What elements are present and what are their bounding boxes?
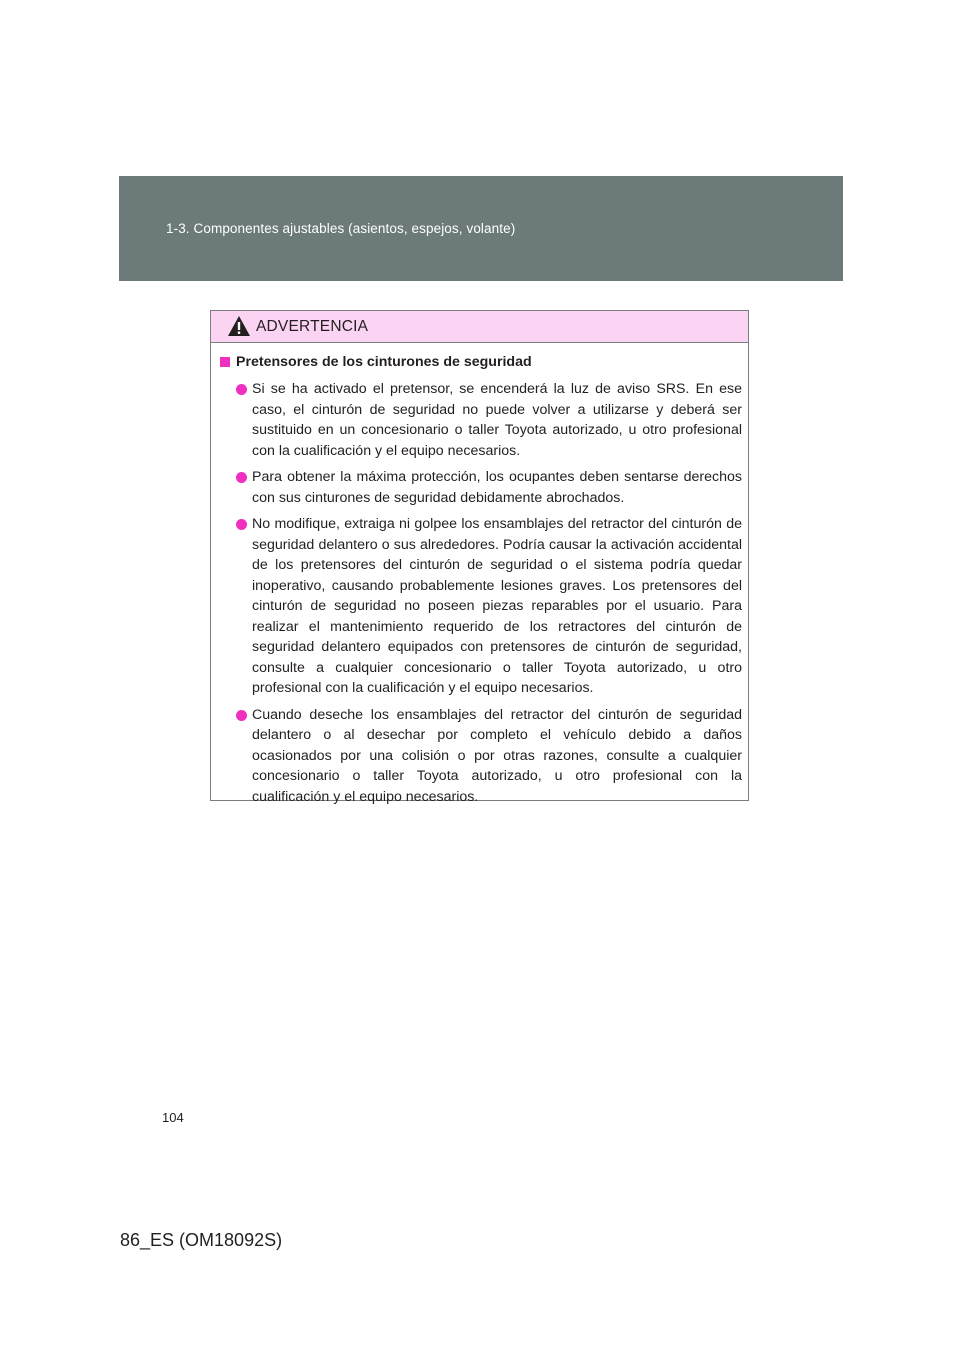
square-bullet-icon <box>220 357 230 367</box>
warning-item-text: Si se ha activado el pretensor, se encenderá la luz de aviso SRS. En ese caso, el cinturón de seguridad no puede volver a utilizarse y deberá ser sustituido en un concesionario o taller Toyota autorizado, u otro profesional con la cualificación y el equipo necesarios. <box>252 381 742 459</box>
warning-header <box>211 311 748 343</box>
warning-title: ADVERTENCIA <box>256 318 369 335</box>
page-number: 104 <box>162 1110 184 1125</box>
warning-item-text: Cuando deseche los ensamblajes del retractor del cinturón de seguridad delantero o al desechar por completo el vehículo debido a daños ocasionados por una colisión o por otras razones, consulte a cualquier concesionario o taller Toyota autorizado, u otro profesional con la cualificación y el equipo necesarios. <box>252 706 742 805</box>
warning-item <box>220 514 742 699</box>
section-header-band <box>119 176 843 281</box>
warning-triangle-icon <box>227 315 251 337</box>
document-code: 86_ES (OM18092S) <box>120 1230 283 1250</box>
warning-item-text: No modifique, extraiga ni golpee los ensamblajes del retractor del cinturón de seguridad delantero o sus alrededores. Podría causar la activación accidental de los pretensores del cinturón de seguridad o el sistema podría quedar inoperativo, causando probablemente lesiones graves. Los pretensores del cinturón de seguridad no poseen piezas reparables por el usuario. Para realizar el mantenimiento requerido de los retractores del cinturón de seguridad delantero equipados con pretensores de cinturón de seguridad, consulte a cualquier concesionario o taller Toyota autorizado, u otro profesional con la cualificación y el equipo necesarios. <box>252 516 742 696</box>
warning-item <box>220 467 742 508</box>
warning-body <box>211 343 748 807</box>
warning-subheading-text: Pretensores de los cinturones de seguridad <box>236 354 532 370</box>
warning-subheading <box>220 352 742 372</box>
round-bullet-icon <box>236 384 247 395</box>
round-bullet-icon <box>236 710 247 721</box>
warning-box <box>210 310 749 805</box>
warning-item <box>220 705 742 808</box>
warning-item-text: Para obtener la máxima protección, los ocupantes deben sentarse derechos con sus cinturones de seguridad debidamente abrochados. <box>252 469 742 506</box>
section-title: 1-3. Componentes ajustables (asientos, espejos, volante) <box>166 221 516 236</box>
warning-item <box>220 379 742 461</box>
round-bullet-icon <box>236 472 247 483</box>
round-bullet-icon <box>236 519 247 530</box>
